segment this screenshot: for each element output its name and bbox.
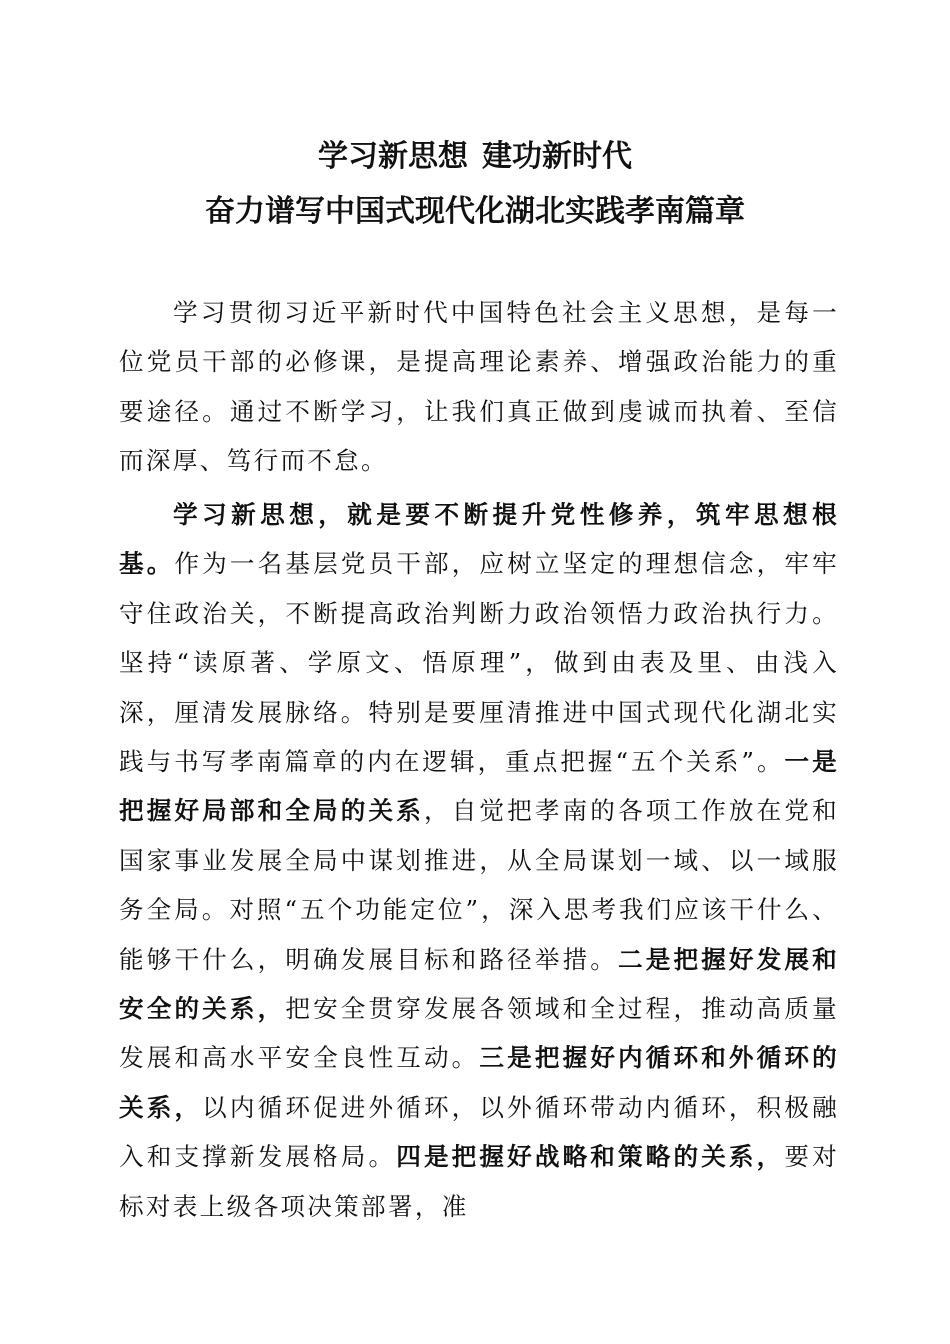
paragraph-1-text: 学习贯彻习近平新时代中国特色社会主义思想，是每一位党员干部的必修课，是提高理论素养、增强政治能力的重要途径。通过不断学习，让我们真正做到虔诚而执着、至信而深厚、笃行而不怠。 [119, 298, 839, 476]
paragraph-2-text-5: 要对标对表上级各项决策部署，准 [119, 1142, 839, 1221]
title-line-2: 奋力谱写中国式现代化湖北实践孝南篇章 [205, 194, 745, 229]
title-line-1 [0, 137, 950, 177]
paragraph-2-text [119, 490, 839, 1231]
key-point-1: 一是把握好局部和全局的关系 [119, 747, 839, 826]
title-line-1-part-2: 建功新时代 [482, 139, 632, 174]
paragraph-2-text-4: 以内循环促进外循环，以外循环带动内循环，积极融入和支撑新发展格局。 [119, 1092, 839, 1172]
paragraph-2-text-3: 把安全贯穿发展各领域和全过程，推动高质量发展和高水平安全良性互动。 [119, 994, 839, 1073]
title-line-1-part-1: 学习新思想 [318, 139, 468, 174]
key-point-3: 三是把握好内循环和外循环的关系， [119, 1043, 840, 1122]
paragraph-2-text-2: ，自觉把孝南的各项工作放在党和国家事业发展全局中谋划推进，从全局谋划一域、以一域服务全局。对照“五个功能定位”，深入思考我们应该干什么、能够干什么，明确发展目标和路径举措。 [119, 796, 839, 974]
paragraph-2 [119, 490, 839, 1231]
key-point-4: 四是把握好战略和策略的关系， [396, 1142, 785, 1172]
key-point-2: 二是把握好发展和安全的关系， [119, 944, 839, 1024]
paragraph-2-text-1: 作为一名基层党员干部，应树立坚定的理想信念，牢牢守住政治关，不断提高政治判断力政治领悟力政治执行力。坚持“读原著、学原文、悟原理”，做到由表及里、由浅入深，厘清发展脉络。特别是要厘清推进中国式现代化湖北实践与书写孝南篇章的内在逻辑，重点把握“五个关系”。 [119, 549, 839, 777]
paragraph-2-lead: 学习新思想，就是要不断提升党性修养，筑牢思想根基。 [119, 500, 839, 579]
paragraph-1 [119, 288, 839, 486]
